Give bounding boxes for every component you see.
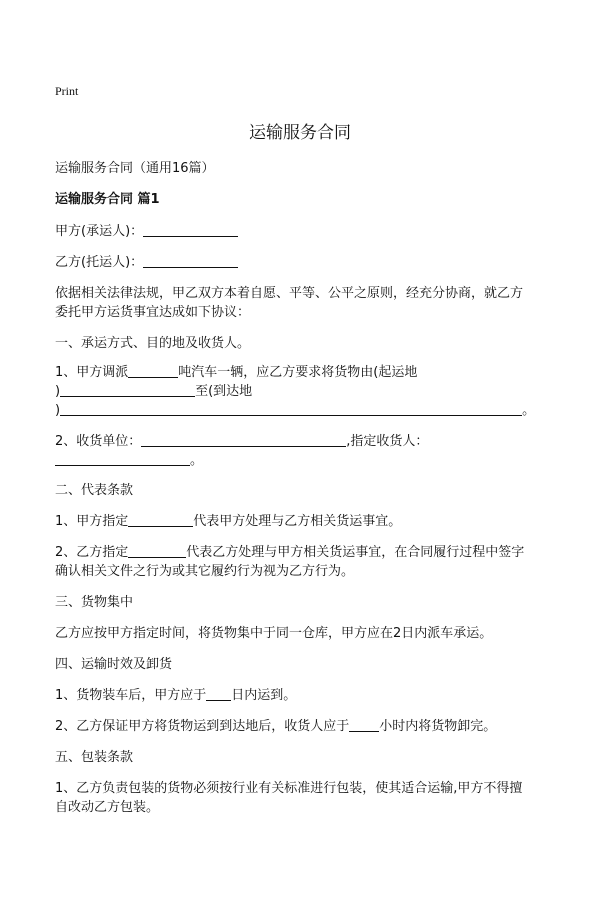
s4-item1-text-a: 1、货物装车后，甲方应于 bbox=[55, 688, 207, 703]
party-b-line bbox=[55, 251, 238, 270]
destination-blank bbox=[60, 402, 522, 416]
s5-item1-line1: 1、乙方负责包装的货物必须按行业有关标准进行包装，使其适合运输,甲方不得擅 bbox=[55, 781, 523, 796]
section-3-text: 乙方应按甲方指定时间，将货物集中于同一仓库，甲方应在2日内派车承运。 bbox=[55, 626, 493, 641]
s1-item1-destination-text: 至(到达地 bbox=[195, 384, 253, 399]
s2-item1-text-b: 代表甲方处理与乙方相关货运事宜。 bbox=[193, 514, 402, 529]
s4-item2-text-b: 小时内将货物卸完。 bbox=[379, 719, 497, 734]
section-2-heading: 二、代表条款 bbox=[55, 483, 134, 498]
s1-item2-line2 bbox=[55, 449, 203, 468]
s1-item1-close-paren: ) bbox=[55, 403, 61, 418]
party-a-blank bbox=[143, 223, 238, 237]
s4-item1 bbox=[55, 684, 296, 703]
section-1-heading: 一、承运方式、目的地及收货人。 bbox=[55, 336, 251, 351]
s1-item2-line1 bbox=[55, 430, 428, 449]
section-5-heading: 五、包装条款 bbox=[55, 750, 134, 765]
party-a-line bbox=[55, 220, 238, 239]
s4-item1-text-b: 日内运到。 bbox=[231, 688, 297, 703]
s2-item2-line1 bbox=[55, 541, 524, 560]
section-3-heading: 三、货物集中 bbox=[55, 595, 134, 610]
receiving-unit-blank bbox=[141, 433, 346, 447]
s4-item2 bbox=[55, 715, 496, 734]
party-b-label: 乙方(托运人)： bbox=[55, 255, 144, 270]
intro-line-1: 依据相关法律法规，甲乙双方本着自愿、平等、公平之原则，经充分协商，就乙方 bbox=[55, 286, 524, 301]
document-title: 运输服务合同 bbox=[249, 123, 351, 143]
intro-line-2: 委托甲方运货事宜达成如下协议： bbox=[55, 305, 251, 320]
s1-item1-text-b: 吨汽车一辆，应乙方要求将货物由(起运地 bbox=[178, 365, 418, 380]
s2-item2-line2: 确认相关文件之行为或其它履约行为视为乙方行为。 bbox=[55, 564, 355, 579]
s1-item2-end: 。 bbox=[190, 453, 204, 468]
s1-item2-text-a: 2、收货单位： bbox=[55, 434, 142, 449]
s5-item1-line2: 自改动乙方包装。 bbox=[55, 800, 160, 815]
tonnage-blank bbox=[128, 364, 178, 378]
document-subtitle: 运输服务合同（通用16篇） bbox=[55, 161, 215, 176]
s1-item1-end: 。 bbox=[522, 403, 536, 418]
party-b-rep-blank bbox=[128, 544, 186, 558]
section-4-heading: 四、运输时效及卸货 bbox=[55, 657, 173, 672]
print-label[interactable]: Print bbox=[55, 84, 79, 98]
s1-item1-open-paren: ) bbox=[55, 384, 61, 399]
s2-item2-text-a: 2、乙方指定 bbox=[55, 545, 129, 560]
delivery-days-blank bbox=[206, 687, 231, 701]
origin-blank bbox=[60, 383, 195, 397]
consignee-blank bbox=[55, 452, 190, 466]
s1-item1-line2 bbox=[55, 380, 252, 399]
s4-item2-text-a: 2、乙方保证甲方将货物运到到达地后，收货人应于 bbox=[55, 719, 350, 734]
s2-item2-text-b: 代表乙方处理与甲方相关货运事宜，在合同履行过程中签字 bbox=[186, 545, 525, 560]
s1-item1-line3 bbox=[55, 399, 535, 418]
s2-item1-text-a: 1、甲方指定 bbox=[55, 514, 129, 529]
unload-hours-blank bbox=[349, 718, 379, 732]
s1-item2-text-b: ,指定收货人： bbox=[346, 434, 429, 449]
party-a-label: 甲方(承运人)： bbox=[55, 224, 144, 239]
s1-item1-text-a: 1、甲方调派 bbox=[55, 365, 129, 380]
party-a-rep-blank bbox=[128, 513, 193, 527]
party-b-blank bbox=[143, 254, 238, 268]
s2-item1 bbox=[55, 510, 401, 529]
s1-item1-line1 bbox=[55, 361, 417, 380]
section-heading: 运输服务合同 篇1 bbox=[55, 192, 160, 207]
